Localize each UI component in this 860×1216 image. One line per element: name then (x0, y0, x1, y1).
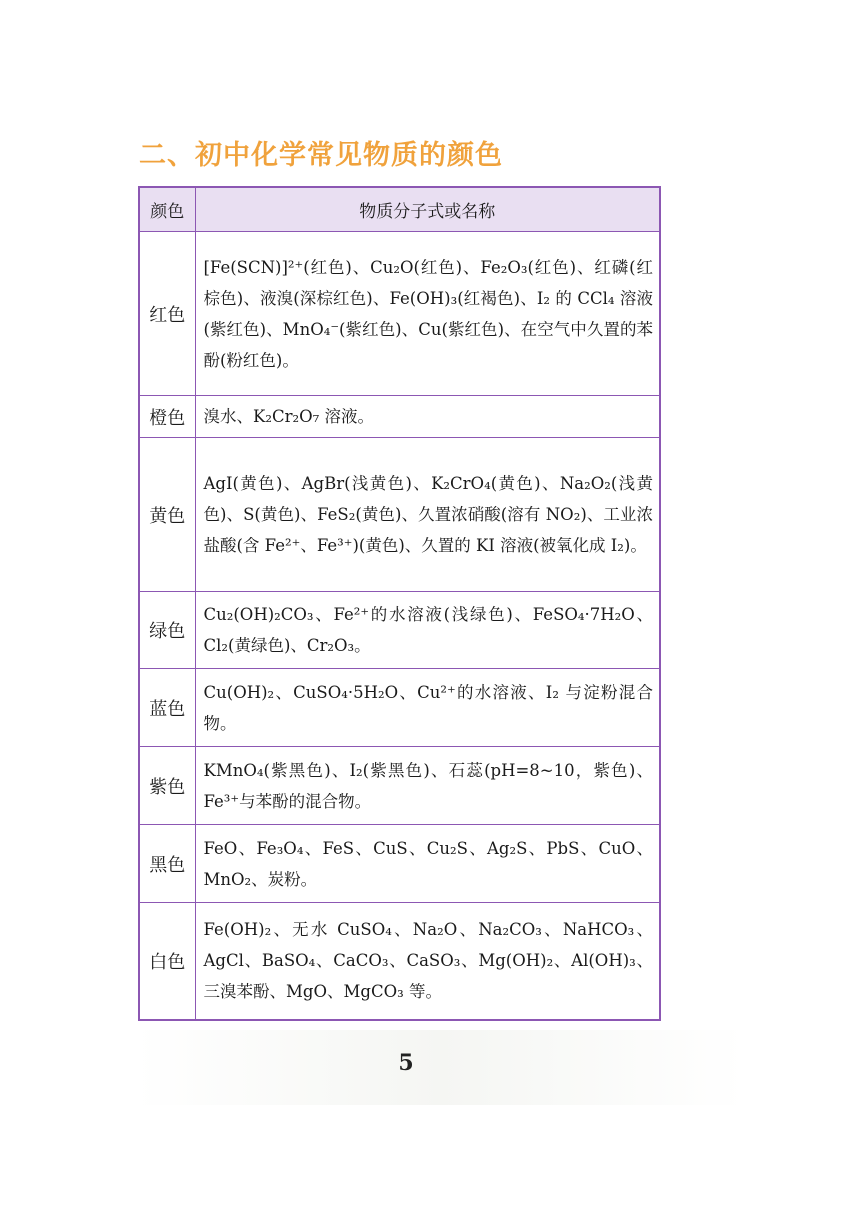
row-color-label: 白色 (139, 903, 195, 1020)
row-substances: AgI(黄色)、AgBr(浅黄色)、K₂CrO₄(黄色)、Na₂O₂(浅黄色)、S(黄色)、FeS₂(黄色)、久置浓硝酸(溶有 NO₂)、工业浓盐酸(含 Fe²⁺、Fe³⁺)(黄色)、久置的 KI 溶液(被氧化成 I₂)。 (195, 438, 660, 592)
row-color-label: 橙色 (139, 396, 195, 438)
table-row (139, 396, 660, 438)
row-color-label: 绿色 (139, 592, 195, 669)
row-substances: 溴水、K₂Cr₂O₇ 溶液。 (195, 396, 660, 438)
row-color-label: 红色 (139, 232, 195, 396)
table-header-row (139, 187, 660, 232)
table-row (139, 903, 660, 1020)
row-substances: Cu(OH)₂、CuSO₄·5H₂O、Cu²⁺的水溶液、I₂ 与淀粉混合物。 (195, 669, 660, 747)
section-title: 二、初中化学常见物质的颜色 (139, 140, 503, 171)
row-color-label: 黑色 (139, 825, 195, 903)
page-number: 5 (398, 1050, 414, 1076)
table-row (139, 438, 660, 592)
row-color-label: 黄色 (139, 438, 195, 592)
row-substances: [Fe(SCN)]²⁺(红色)、Cu₂O(红色)、Fe₂O₃(红色)、红磷(红棕色)、液溴(深棕红色)、Fe(OH)₃(红褐色)、I₂ 的 CCl₄ 溶液(紫红色)、MnO₄⁻(紫红色)、Cu(紫红色)、在空气中久置的苯酚(粉红色)。 (195, 232, 660, 396)
table-row (139, 669, 660, 747)
table-row (139, 825, 660, 903)
row-substances: KMnO₄(紫黑色)、I₂(紫黑色)、石蕊(pH=8~10，紫色)、Fe³⁺与苯酚的混合物。 (195, 747, 660, 825)
header-color: 颜色 (139, 187, 195, 232)
header-substances: 物质分子式或名称 (195, 187, 660, 232)
row-color-label: 紫色 (139, 747, 195, 825)
color-table (138, 186, 661, 1021)
table-row (139, 747, 660, 825)
table-row (139, 592, 660, 669)
row-substances: Fe(OH)₂、无水 CuSO₄、Na₂O、Na₂CO₃、NaHCO₃、AgCl、BaSO₄、CaCO₃、CaSO₃、Mg(OH)₂、Al(OH)₃、三溴苯酚、MgO、MgCO₃ 等。 (195, 903, 660, 1020)
row-color-label: 蓝色 (139, 669, 195, 747)
table-row (139, 232, 660, 396)
row-substances: FeO、Fe₃O₄、FeS、CuS、Cu₂S、Ag₂S、PbS、CuO、MnO₂、炭粉。 (195, 825, 660, 903)
row-substances: Cu₂(OH)₂CO₃、Fe²⁺的水溶液(浅绿色)、FeSO₄·7H₂O、Cl₂(黄绿色)、Cr₂O₃。 (195, 592, 660, 669)
